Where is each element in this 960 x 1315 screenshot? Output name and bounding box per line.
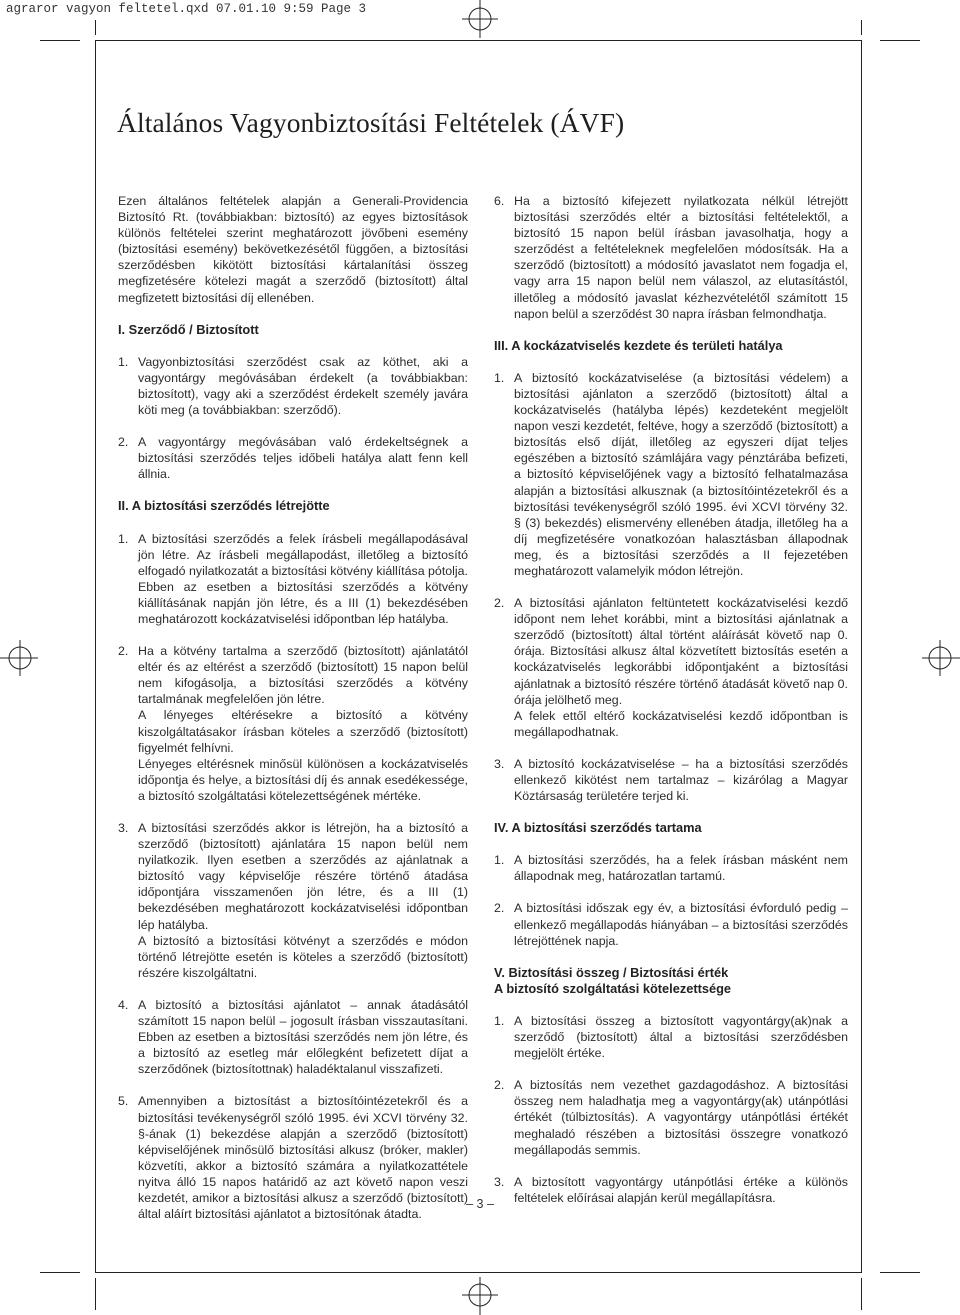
right-sections bbox=[494, 193, 848, 1206]
clause-paragraph: Ha a kötvény tartalma a szerződő (biztosított) ajánlatától eltér és az eltérést a szerződő (biztosított) 15 napon belül nem kifogásolja, a biztosítási szerződés a kötvény tartalmának megfelelően jön létre. bbox=[138, 644, 468, 707]
page-frame-right bbox=[861, 40, 862, 1273]
clause-paragraph: Vagyonbiztosítási szerződést csak az köthet, aki a vagyontárgy megóvásában érdekelt (a továbbiakban: biztosított), vagy aki a szerződést érdekelt személy javára köti meg (a továbbiakban: szerződő). bbox=[138, 354, 468, 418]
clause-number: 1. bbox=[494, 853, 505, 868]
crop-mark-bottom-left-icon bbox=[0, 1270, 100, 1315]
clause-paragraph: A biztosítási időszak egy év, a biztosítási évforduló pedig – ellenkező megállapodás hiányában – a biztosítási szerződés létrejöttének napja. bbox=[514, 901, 848, 948]
clause-paragraph: Lényeges eltérésnek minősül különösen a kockázatviselés időpontja és helye, a biztosítási díj és annak esedékessége, a biztosító szolgáltatási kötelezettségének mértéke. bbox=[138, 756, 468, 803]
page-number: – 3 – bbox=[466, 1197, 494, 1211]
numbered-clause bbox=[494, 900, 848, 948]
crop-mark-top-right-icon bbox=[860, 0, 960, 45]
page-frame-bottom bbox=[95, 1272, 862, 1273]
clause-paragraph: A biztosított vagyontárgy utánpótlási értéke a különös feltételek előírásai alapján kerül megállapításra. bbox=[514, 1174, 848, 1205]
clause-text bbox=[514, 1077, 848, 1157]
clause-number: 2. bbox=[494, 1078, 505, 1093]
clause-text bbox=[514, 370, 848, 579]
document-title: Általános Vagyonbiztosítási Feltételek (ÁVF) bbox=[117, 107, 625, 138]
clause-paragraph: A biztosítási ajánlaton feltüntetett kockázatviselési kezdő időpont nem lehet korábbi, mint a biztosítási ajánlatnak a szerződő (biztosított) által történt aláírását követő nap 0. órája. Biztosítási alkusz által közvetített biztosítás esetén a kockázatviselés legkorábbi időpontjaként a biztosítási ajánlatnak a biztosító részére történő átadását követő nap 0. órája jelölhető meg. bbox=[514, 596, 848, 707]
crop-mark-bottom-right-icon bbox=[860, 1270, 960, 1315]
clause-paragraph: Amennyiben a biztosítást a biztosítóintézetekről és a biztosítási tevékenységről szóló 1995. évi XCVI törvény 32. §-ának (1) bekezdése alapján a szerződő (biztosított) képviselőjének minősülő biztosítási alkusz (bróker, makler) közvetíti, akkor a biztosító számára a nyilatkozattétele nyitva álló 15 napos határidő az azt követő napon veszi kezdetét, amikor a biztosítási alkusz a szerződő (biztosított) által aláírt biztosítási ajánlatot a biztosítónak átadta. bbox=[138, 1094, 468, 1222]
numbered-clause bbox=[118, 531, 468, 628]
section-heading: I. Szerződő / Biztosított bbox=[118, 321, 259, 337]
section-heading: II. A biztosítási szerződés létrejötte bbox=[118, 498, 330, 514]
section-heading: III. A kockázatviselés kezdete és területi hatálya bbox=[494, 337, 783, 353]
clause-text bbox=[514, 595, 848, 740]
numbered-clause bbox=[494, 370, 848, 579]
registration-mark-top-icon bbox=[460, 0, 500, 40]
clause-paragraph: A biztosító a biztosítási kötvényt a szerződés e módon történő létrejötte esetén is köteles a szerződő (biztosított) részére kiszolgáltatni. bbox=[138, 933, 468, 980]
clause-text bbox=[514, 1013, 848, 1061]
numbered-clause bbox=[494, 193, 848, 322]
numbered-clause bbox=[118, 643, 468, 804]
registration-mark-left-icon bbox=[0, 638, 40, 678]
clause-number: 2. bbox=[494, 596, 505, 611]
clause-paragraph: A biztosítási szerződés, ha a felek írásban másként nem állapodnak meg, határozatlan tartamú. bbox=[514, 853, 848, 884]
clause-paragraph: A biztosítási szerződés akkor is létrejön, ha a biztosító a szerződő (biztosított) ajánlatára 15 napon belül nem nyilatkozik. Ilyen esetben a szerződés az ajánlatnak a biztosító vagy képviselője részére történő átadása időpontjára visszamenően jön létre, és a III (1) bekezdésében meghatározott kockázatviselési időpontban lép hatályba. bbox=[138, 821, 468, 932]
numbered-clause bbox=[118, 434, 468, 482]
numbered-clause bbox=[118, 820, 468, 981]
clause-number: 1. bbox=[118, 531, 129, 546]
registration-mark-right-icon bbox=[920, 638, 960, 678]
numbered-clause bbox=[118, 997, 468, 1077]
numbered-clause bbox=[494, 595, 848, 740]
clause-paragraph: A biztosítási szerződés a felek írásbeli megállapodásával jön létre. Az írásbeli megállapodást, illetőleg a biztosító elfogadó nyilatkozatát a biztosítási kötvény kiállítása pótolja. Ebben az esetben a biztosítási szerződés a kötvény kiállításának napján jön létre, és a III (1) bekezdésében meghatározott kockázatviselési időpontban lép hatályba. bbox=[138, 531, 468, 626]
clause-text bbox=[138, 531, 468, 628]
clause-number: 2. bbox=[118, 435, 129, 450]
clause-number: 3. bbox=[118, 821, 129, 835]
crop-mark-top-left-icon bbox=[0, 0, 100, 45]
clause-paragraph: A biztosítás nem vezethet gazdagodáshoz. A biztosítási összeg nem haladhatja meg a vagyontárgy(ak) utánpótlási értékét (túlbiztosítás). A vagyontárgy utánpótlási értékét meghaladó részében a biztosítási összegre vonatkozó megállapodás semmis. bbox=[514, 1078, 848, 1157]
right-column bbox=[494, 193, 848, 1222]
clause-text bbox=[514, 756, 848, 804]
clause-text bbox=[514, 852, 848, 884]
clause-number: 1. bbox=[494, 370, 505, 385]
registration-mark-bottom-icon bbox=[460, 1275, 500, 1315]
clause-text bbox=[138, 997, 468, 1077]
numbered-clause bbox=[118, 354, 468, 418]
clause-paragraph: A biztosító kockázatviselése – ha a biztosítási szerződés ellenkező kikötést nem tartalmaz – kizárólag a Magyar Köztársaság területére terjed ki. bbox=[514, 756, 848, 804]
clause-paragraph: A lényeges eltérésekre a biztosító a kötvény kiszolgáltatásakor írásban köteles a szerződő (biztosított) figyelmét felhívni. bbox=[138, 708, 468, 755]
numbered-clause bbox=[494, 756, 848, 804]
clause-number: 5. bbox=[118, 1094, 129, 1109]
clause-paragraph: A biztosító a biztosítási ajánlatot – annak átadásától számított 15 napon belül – jogosult írásban visszautasítani. Ebben az esetben a biztosítási szerződés nem jön létre, és a biztosító az esetleg már elő​legként befizetett díjat a szerződőnek (biztosítottnak) haladéktalanul visszafizeti. bbox=[138, 997, 468, 1077]
section-heading: V. Biztosítási összeg / Biztosítási érték A biztosító szolgáltatási kötelezettsége bbox=[494, 964, 732, 996]
clause-text bbox=[138, 354, 468, 418]
clause-number: 4. bbox=[118, 997, 129, 1012]
page-frame-left bbox=[95, 40, 96, 1273]
clause-text bbox=[138, 643, 468, 804]
clause-paragraph: Ha a biztosító kifejezett nyilatkozata nélkül létrejött biztosítási szerződés eltér a biztosítási feltételektől, a biztosító 15 napon belül írásban javasolhatja, hogy a szerződést a feltételeknek megfelelően módosítsák. Ha a szerződő (biztosított) a módosító javaslatot nem fogadja el, vagy arra 15 napon belül nem válaszol, az elutasítástól, illetőleg a módosító javaslat kézhezvételétől számított 15 napon belül a szerződést 30 napra írásban felmondhatja. bbox=[514, 194, 848, 321]
clause-number: 1. bbox=[494, 1013, 505, 1028]
left-column bbox=[118, 193, 468, 1238]
clause-number: 2. bbox=[118, 644, 129, 659]
clause-number: 1. bbox=[118, 354, 129, 369]
clause-paragraph: A felek ettől eltérő kockázatviselési kezdő időpontban is megállapodhatnak. bbox=[514, 708, 848, 739]
clause-text bbox=[514, 900, 848, 948]
clause-text bbox=[514, 193, 848, 322]
clause-number: 2. bbox=[494, 901, 505, 916]
clause-paragraph: A biztosító kockázatviselése (a biztosítási védelem) a biztosítási ajánlaton a szerződő (biztosított) által a kockázatviselés (hatályba lépés) kezdeteként megjelölt napon veszi kezdetét, feltéve, hogy a szerződő (biztosított) a biztosítás első díját, illetőleg az egyszeri díjat teljes egészében a biztosító számlájára vagy pénztárába befizeti, a biztosító képviselőjének vagy a biztosító felhatalmazása alapján a biztosítási alkusznak (a biztosítóintézetekről és a biztosítási tevékenységről szóló 1995. évi XCVI törvény 32. § (3) bekezdés) elismervény ellenében átadja, illetőleg ha a díj megfizetésére vonatkozóan halasztásban állapodnak meg, és a biztosítási szerződés a II fejezetében meghatározott valamelyik módon létrejön. bbox=[514, 370, 848, 578]
intro-paragraph: Ezen általános feltételek alapján a Generali-Providencia Biztosító Rt. (továbbiakban: biztosító) az egyes biztosítások különös feltételei szerint meghatározott jövőbeni esemény (biztosítási esemény) bekövetkezésétől függően, a biztosítási szerződésben kikötött biztosítási kártalanítási összeg megfizetésére kötelezi magát a szerződő (biztosított) által megfizetett biztosítási díj ellenében. bbox=[118, 194, 468, 305]
clause-number: 3. bbox=[494, 1174, 505, 1189]
left-sections bbox=[118, 322, 468, 1223]
clause-number: 3. bbox=[494, 756, 505, 771]
numbered-clause bbox=[494, 852, 848, 884]
numbered-clause bbox=[494, 1077, 848, 1157]
clause-text bbox=[138, 434, 468, 482]
clause-paragraph: A biztosítási összeg a biztosított vagyontárgy(ak)nak a szerződő (biztosított) által a biztosítási szerződésben megjelölt értéke. bbox=[514, 1013, 848, 1061]
clause-number: 6. bbox=[494, 194, 505, 208]
page-frame-top bbox=[95, 40, 862, 41]
numbered-clause bbox=[494, 1013, 848, 1061]
clause-text bbox=[138, 820, 468, 981]
section-heading: IV. A biztosítási szerződés tartama bbox=[494, 820, 702, 836]
clause-paragraph: A vagyontárgy megóvásában való érdekeltségnek a biztosítási szerződés teljes időbeli hatálya alatt fenn kell állnia. bbox=[138, 435, 468, 482]
file-slug: agraror vagyon feltetel.qxd 07.01.10 9:59 Page 3 bbox=[6, 2, 367, 16]
